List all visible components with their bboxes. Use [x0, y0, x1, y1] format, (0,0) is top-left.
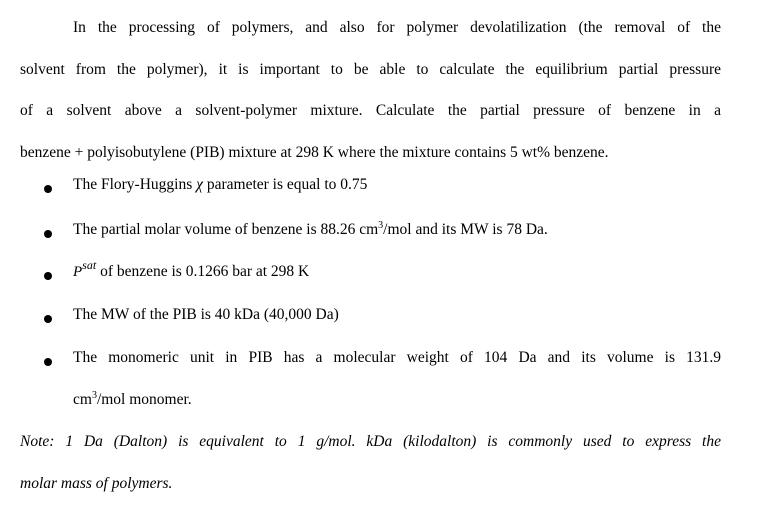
list-item-text-line-1: The monomeric unit in PIB has a molecular weight of 104 Da and its volume is 131.9: [73, 349, 721, 366]
bullet-icon: [44, 230, 52, 238]
bullet-icon: [44, 358, 52, 366]
bullet-icon: [44, 315, 52, 323]
bullet-icon: [44, 272, 52, 280]
list-item-text-part: The Flory-Huggins: [73, 176, 197, 193]
list-item-text: [73, 258, 310, 281]
note-line-2: molar mass of polymers.: [20, 474, 173, 492]
note-paragraph: [20, 421, 721, 504]
list-item-text: [73, 176, 367, 194]
superscript: 3: [91, 390, 97, 401]
list-item-text-part: cm: [73, 391, 92, 408]
bullet-icon: [44, 185, 52, 193]
list-item-text-part: /mol monomer.: [96, 391, 192, 408]
list-item-text-part: The partial molar volume of benzene is 88.26 cm: [73, 221, 379, 238]
sat-superscript: sat: [82, 258, 97, 272]
paragraph-line-1: In the processing of polymers, and also for polymer devolatilization (the removal of the: [73, 19, 721, 36]
paragraph-line-3: of a solvent above a solvent-polymer mixture. Calculate the partial pressure of benzene in a: [20, 102, 721, 119]
list-item-text-part: /mol and its MW is 78 Da.: [383, 221, 548, 238]
paragraph-line-2: solvent from the polymer), it is important to be able to calculate the equilibrium partial pressure: [20, 60, 721, 78]
list-item-text: The MW of the PIB is 40 kDa (40,000 Da): [73, 306, 339, 323]
list-item-text-part: parameter is equal to 0.75: [202, 176, 368, 193]
list-item-text-part: of benzene is 0.1266 bar at 298 K: [96, 263, 310, 280]
chi-symbol: χ: [196, 176, 203, 193]
paragraph-line-4: benzene + polyisobutylene (PIB) mixture at 298 K where the mixture contains 5 wt% benzene.: [20, 143, 609, 161]
list-item-text-line-2: [73, 391, 192, 409]
superscript: 3: [378, 220, 384, 231]
p-symbol: P: [73, 264, 83, 280]
list-item-text: [73, 221, 548, 239]
note-line-1: Note: 1 Da (Dalton) is equivalent to 1 g/mol. kDa (kilodalton) is commonly used to express the: [20, 433, 721, 450]
problem-paragraph: [20, 7, 721, 173]
